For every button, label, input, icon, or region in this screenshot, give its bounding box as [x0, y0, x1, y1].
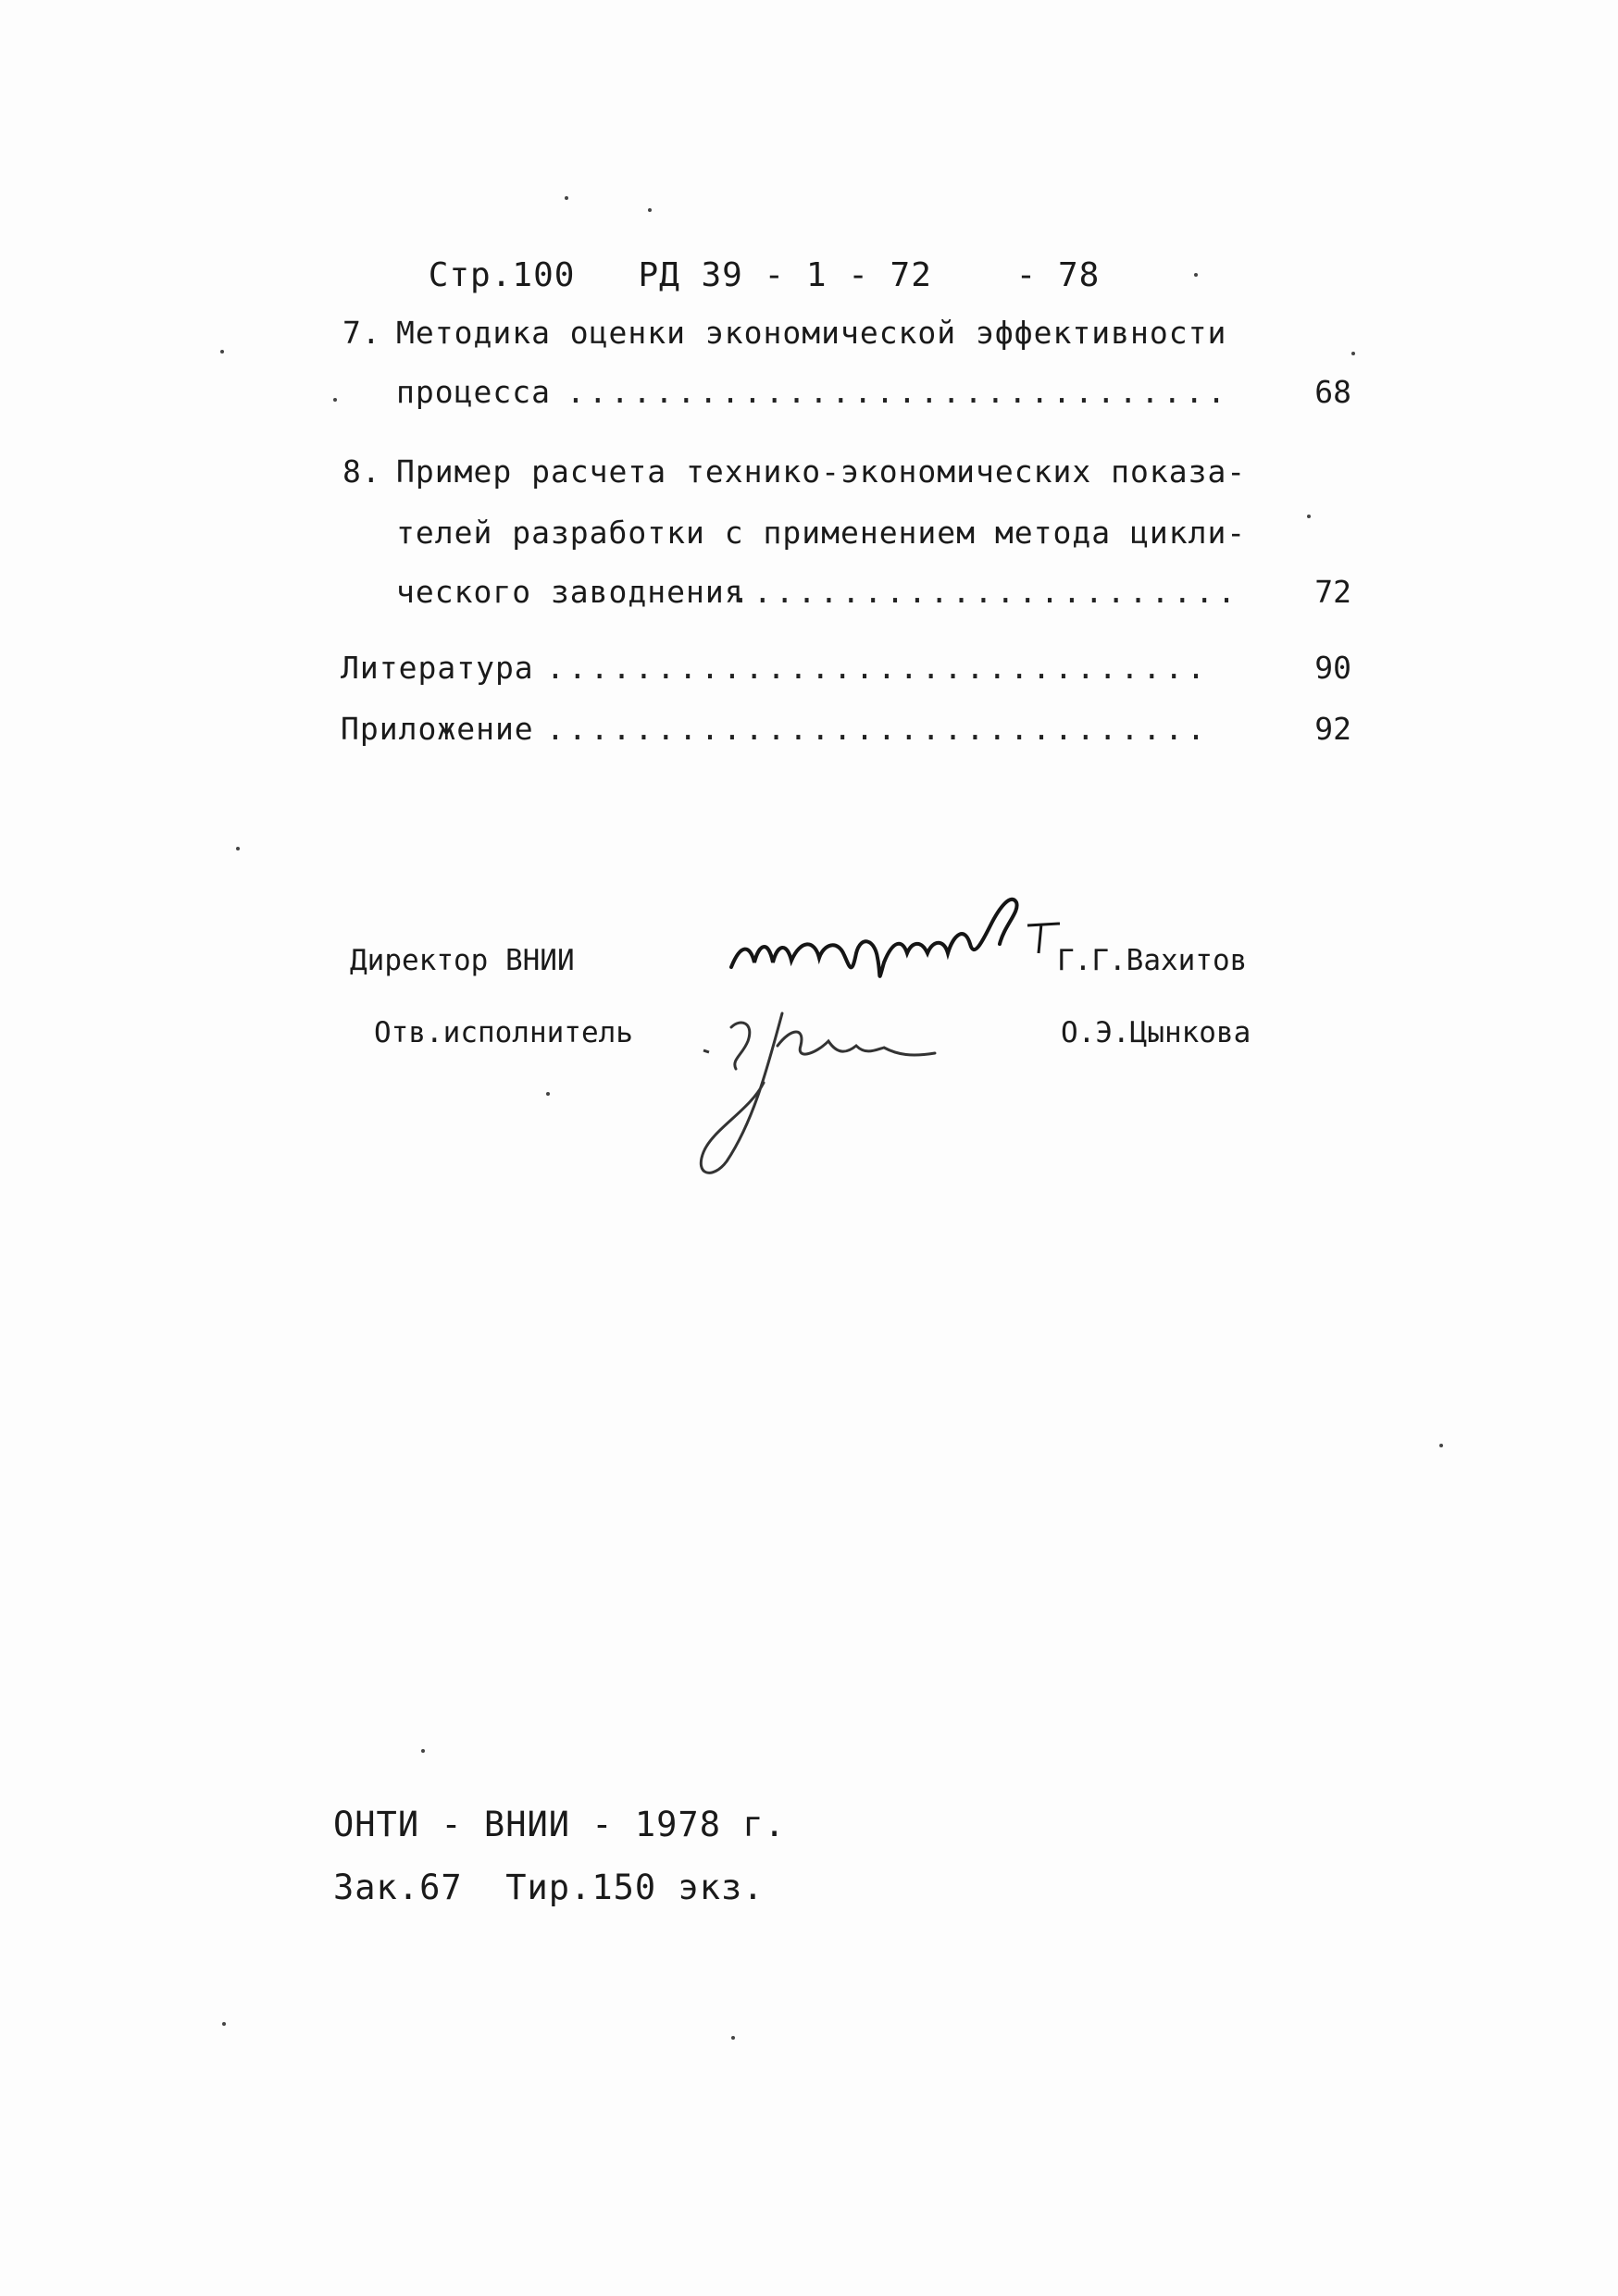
toc-item-7-page: 68	[1314, 374, 1351, 410]
scan-speck	[421, 1749, 425, 1753]
toc-literature-leader: ..............................	[546, 650, 1210, 686]
director-signature-icon	[722, 888, 1064, 990]
header-document-code: РД 39 - 1 - 72	[638, 256, 932, 294]
scan-speck	[1351, 352, 1355, 355]
toc-item-8-page: 72	[1314, 574, 1351, 610]
scan-speck	[333, 398, 337, 402]
scan-speck	[236, 847, 240, 850]
scan-speck	[648, 208, 652, 212]
scan-speck	[1194, 273, 1198, 277]
toc-appendix-label: Приложение	[341, 711, 534, 747]
toc-literature-label: Литература	[341, 650, 534, 686]
toc-item-8-line-1: Пример расчета технико-экономических показа-	[396, 453, 1247, 490]
toc-item-7-leader: ..............................	[566, 374, 1230, 410]
toc-appendix-page: 92	[1314, 711, 1351, 747]
executor-signature-icon	[676, 999, 1009, 1185]
scan-speck	[546, 1092, 550, 1096]
toc-item-7-number: 7.	[342, 315, 381, 351]
footer-publisher: ОНТИ - ВНИИ - 1978 г.	[333, 1805, 786, 1844]
footer-print-info	[333, 1868, 765, 1907]
footer-print-run: Тир.150 экз.	[505, 1868, 765, 1907]
director-name: Г.Г.Вахитов	[1057, 944, 1248, 977]
scan-speck	[731, 2036, 735, 2040]
header-page-number: Стр.100	[428, 256, 576, 294]
toc-appendix-leader: ..............................	[546, 711, 1210, 747]
scan-speck	[1439, 1444, 1443, 1447]
toc-item-7-line-1: Методика оценки экономической эффективности	[396, 315, 1227, 351]
toc-item-7-line-2: процесса	[396, 374, 551, 410]
toc-item-8-leader: .......................	[731, 574, 1239, 610]
executor-name: О.Э.Цынкова	[1061, 1016, 1251, 1049]
header-year: - 78	[1015, 256, 1101, 294]
scan-speck	[222, 2022, 226, 2026]
toc-literature-page: 90	[1314, 650, 1351, 686]
scan-speck	[220, 350, 224, 354]
toc-item-8-line-3: ческого заводнения	[396, 574, 744, 610]
director-role: Директор ВНИИ	[350, 944, 575, 977]
footer-order-number: Зак.67	[333, 1868, 463, 1907]
toc-item-8-line-2: телей разработки с применением метода цикли-	[396, 515, 1247, 551]
executor-role: Отв.исполнитель	[374, 1016, 633, 1049]
toc-item-8-number: 8.	[342, 453, 381, 490]
scan-speck	[1307, 515, 1311, 518]
scan-speck	[565, 196, 568, 200]
